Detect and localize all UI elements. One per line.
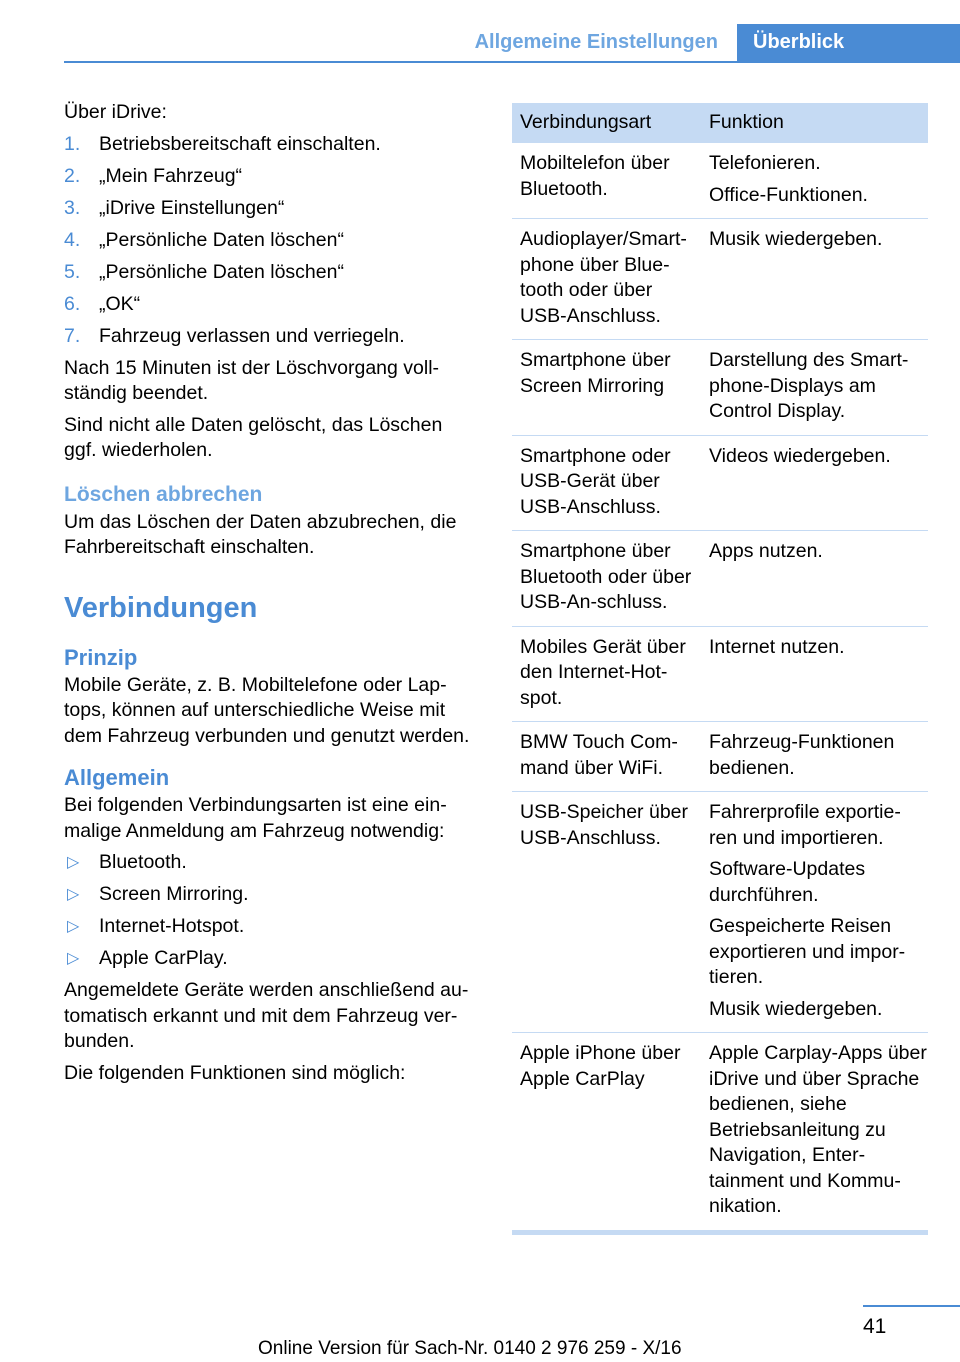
function-text: Software-Updates durchführen. (709, 858, 866, 906)
table-row (512, 219, 928, 340)
cell-connection-type: Mobiltelefon über Bluetooth. (520, 152, 670, 200)
cell-functions (701, 1041, 928, 1220)
heading-principle: Prinzip (64, 644, 138, 670)
paragraph-functions-intro: Die folgenden Funktionen sind möglich: (64, 1061, 406, 1084)
connection-types-list (64, 850, 480, 972)
function-text: Musik wiedergeben. (709, 997, 883, 1020)
table-row (512, 792, 928, 1033)
cell-connection-type: Mobiles Gerät über den Internet-Hot‐spot. (520, 635, 686, 709)
list-item: 2. „Mein Fahrzeug“ (64, 164, 243, 187)
cell-functions (701, 730, 928, 781)
cell-connection-type: Smartphone über Bluetooth oder über USB-An‐schluss. (520, 540, 692, 613)
cell-connection-type: Smartphone oder USB-Gerät über USB-Anschluss. (520, 444, 671, 518)
function-text: Internet nutzen. (709, 635, 845, 658)
table-row (512, 340, 928, 436)
header-divider (64, 61, 960, 63)
function-text: Fahrzeug-Funktionen bedienen. (709, 731, 895, 779)
intro-text: Über iDrive: (64, 101, 167, 123)
list-item: 6. „OK“ (64, 292, 141, 315)
header-tab-overview: Überblick (737, 24, 960, 62)
function-text: Telefonieren. (709, 152, 821, 174)
paragraph-duration: Nach 15 Minuten ist der Löschvorgang voll‐ständig beendet. (64, 356, 440, 404)
list-item: ▷ Screen Mirroring. (64, 882, 480, 908)
table-row (512, 1033, 928, 1231)
table-row (512, 531, 928, 627)
paragraph-general: Bei folgenden Verbindungsarten ist eine ein‐malige Anmeldung am Fahrzeug notwendig: (64, 794, 447, 842)
table-header (512, 103, 928, 143)
column-header-type: Verbindungsart (520, 111, 652, 134)
triangle-bullet-icon: ▷ (67, 854, 80, 871)
cell-functions (701, 348, 928, 425)
function-text: Darstellung des Smart‐phone-Displays am Control Display. (709, 349, 909, 422)
triangle-bullet-icon: ▷ (67, 918, 80, 935)
paragraph-abort: Um das Löschen der Daten abzubrechen, die Fahrbereitschaft einschalten. (64, 510, 457, 558)
heading-general: Allgemein (64, 765, 170, 790)
connections-table (512, 103, 928, 1235)
heading-abort: Löschen abbrechen (64, 482, 263, 506)
cell-connection-type: USB-Speicher über USB-Anschluss. (520, 801, 688, 849)
cell-functions (701, 539, 928, 616)
left-column (64, 100, 480, 1092)
list-item: ▷ Apple CarPlay. (64, 946, 480, 972)
paragraph-principle: Mobile Geräte, z. B. Mobiltelefone oder Lap‐tops, können auf unterschiedliche Weise mit dem Fahrzeug verbunden und genutzt werden. (64, 673, 470, 747)
column-header-function: Funktion (709, 111, 784, 134)
cell-connection-type: Apple iPhone über Apple CarPlay (520, 1042, 681, 1090)
cell-functions (701, 444, 928, 521)
function-text: Musik wiedergeben. (709, 228, 883, 250)
list-item: 1. Betriebsbereitschaft einschalten. (64, 132, 381, 155)
list-item: 3. „iDrive Einstellungen“ (64, 196, 285, 219)
table-row (512, 722, 928, 792)
cell-connection-type: BMW Touch Com‐mand über WiFi. (520, 731, 678, 779)
header-section-title: Allgemeine Einstellungen (474, 31, 718, 53)
list-item: 7. Fahrzeug verlassen und verriegeln. (64, 324, 405, 347)
table-body (512, 143, 928, 1231)
cell-functions (701, 800, 928, 1022)
function-text: Office-Funktionen. (709, 183, 868, 206)
triangle-bullet-icon: ▷ (67, 950, 80, 967)
footer-divider (863, 1305, 960, 1307)
function-text: Gespeicherte Reisen exportieren und impor‐tieren. (709, 915, 906, 988)
function-text: Apps nutzen. (709, 540, 823, 562)
function-text: Videos wiedergeben. (709, 444, 891, 467)
cell-connection-type: Smartphone über Screen Mirroring (520, 349, 671, 397)
heading-connections: Verbindungen (64, 591, 258, 624)
triangle-bullet-icon: ▷ (67, 886, 80, 903)
online-version-note: Online Version für Sach-Nr. 0140 2 976 259 - X/16 (258, 1338, 682, 1359)
table-row (512, 627, 928, 723)
cell-connection-type: Audioplayer/Smart‐phone über Blue‐tooth oder über USB-Anschluss. (520, 228, 687, 327)
function-text: Fahrerprofile exportie‐ren und importieren. (709, 801, 901, 849)
table-row (512, 143, 928, 219)
cell-functions (701, 151, 928, 208)
paragraph-repeat: Sind nicht alle Daten gelöscht, das Löschen ggf. wiederholen. (64, 413, 443, 461)
list-item: ▷ Bluetooth. (64, 850, 480, 876)
cell-functions (701, 635, 928, 712)
cell-functions (701, 227, 928, 329)
table-bottom-rule (512, 1231, 928, 1235)
page-number: 41 (863, 1315, 887, 1338)
paragraph-auto-connect: Angemeldete Geräte werden anschließend au‐tomatisch erkannt und mit dem Fahrzeug ver‐bunden. (64, 979, 469, 1052)
table-row (512, 436, 928, 532)
list-item: ▷ Internet-Hotspot. (64, 914, 480, 940)
list-item: 4. „Persönliche Daten löschen“ (64, 228, 344, 251)
steps-list (64, 132, 480, 350)
function-text: Apple Carplay-Apps über iDrive und über Sprache bedienen, siehe Betriebsanleitung zu Navigation, Enter‐tainment und Kommu‐nikation. (709, 1042, 927, 1217)
list-item: 5. „Persönliche Daten löschen“ (64, 260, 344, 283)
